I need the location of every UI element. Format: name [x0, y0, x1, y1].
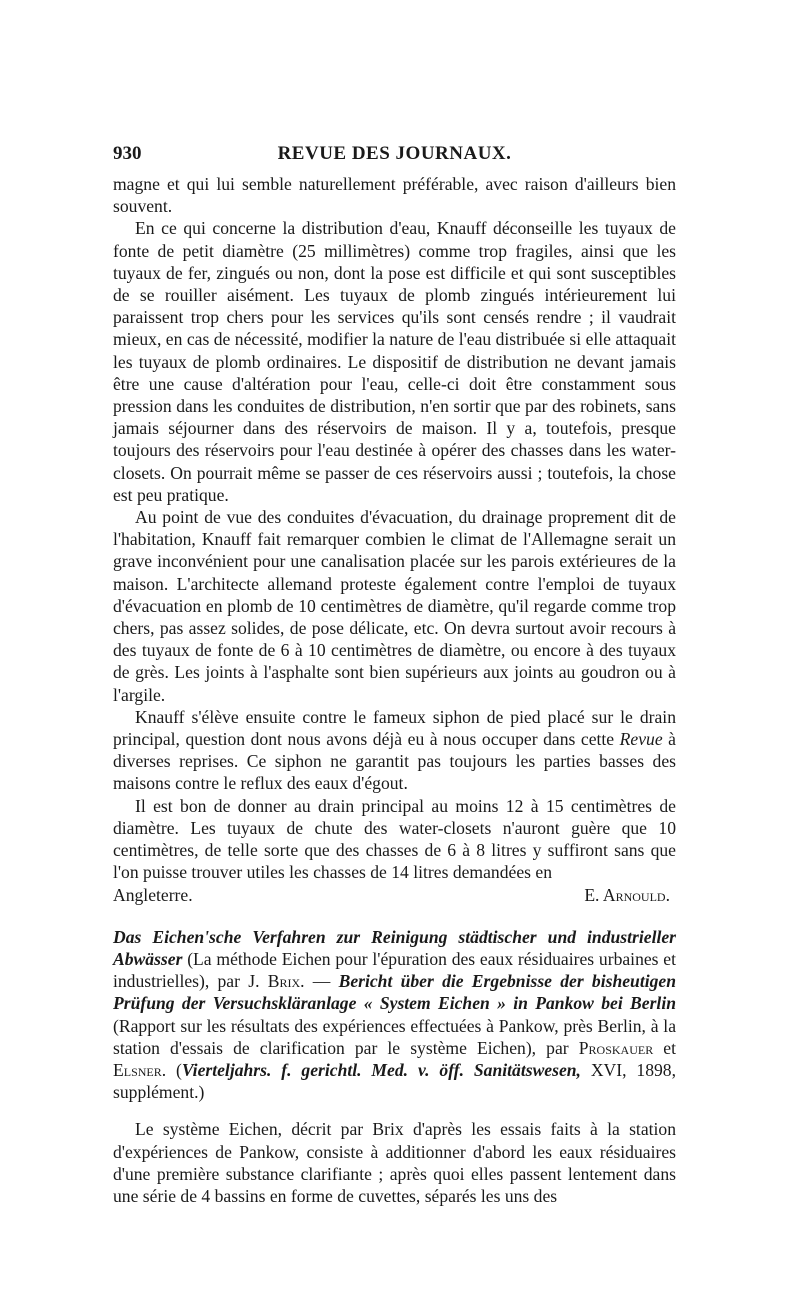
article2-journal-open: . (	[161, 1059, 182, 1080]
article2-author-brix: J. Brix	[248, 971, 301, 992]
article1-p4-text-a: Knauff s'élève ensuite contre le fameux siphon de pied placé sur le drain principal, question dont nous avons déjà eu à nous occuper dans cette	[113, 706, 676, 750]
article2-author-elsner: Elsner	[113, 1059, 162, 1080]
article1-p4-text-b: à diverses reprises. Ce siphon ne garantit pas toujours les parties basses des maisons contre le reflux des eaux d'égout.	[113, 729, 676, 794]
article2-author-proskauer: Proskauer	[578, 1037, 654, 1058]
article1-paragraph-4	[113, 706, 676, 795]
article1-paragraph-2: En ce qui concerne la distribution d'eau, Knauff déconseille les tuyaux de fonte de petit diamètre (25 millimètres) comme trop fragiles, ainsi que les tuyaux de fer, zingués ou non, dont la pose est difficile et qui sont susceptibles de se rouiller aisément. Les tuyaux de plomb zingués intérieurement lui paraissent trop chers pour les services qu'ils sont censés rendre ; il vaudrait mieux, en cas de nécessité, modifier la nature de l'eau distribuée si elle attaquait les tuyaux de plomb ordinaires. Le dispositif de distribution ne devant jamais être une cause d'altération pour l'eau, celle-ci doit être constamment sous pression dans les conduites de distribution, n'en sortir que par des robinets, sans jamais séjourner dans des réservoirs de maison. Il y a, toutefois, presque toujours des réservoirs pour l'eau destinée à opérer des chasses dans les water-closets. On pourrait même se passer de ces réservoirs aussi ; toutefois, la chose est peu pratique.	[113, 218, 676, 505]
article2-dash: . —	[300, 971, 339, 992]
article1-paragraph-5: Il est bon de donner au drain principal au moins 12 à 15 centimètres de diamètre. Les tuyaux de chute des water-closets n'auront guère que 10 centimètres, de telle sorte que des chasses de 6 à 8 litres y suffiront sans que l'on puisse trouver utiles les chasses de 14 litres demandées en	[113, 795, 676, 883]
running-title: REVUE DES JOURNAUX.	[277, 143, 512, 164]
page-header	[113, 143, 676, 167]
article1-paragraph-3: Au point de vue des conduites d'évacuation, du drainage proprement dit de l'habitation, Knauff fait remarquer combien le climat de l'Allemagne serait un grave inconvénient pour une canalisation placée sur les parois extérieures de la maison. L'architecte allemand proteste également contre l'emploi de tuyaux d'évacuation en plomb de 10 centimètres de diamètre, qu'il regarde comme trop chers, pas assez solides, de pose délicate, etc. On devra surtout avoir recours à des tuyaux de fonte de 6 à 10 centimètres de diamètre, ou encore à des tuyaux de grès. Les joints à l'asphalte sont bien supérieurs aux joints au goudron ou à l'argile.	[113, 507, 676, 705]
article2-title-french: (La méthode Eichen pour l'épuration des eaux résiduaires urbaines et industrielles), par	[113, 948, 676, 992]
article2-reference	[113, 926, 676, 1104]
article2-journal-name: Vierteljahrs. f. gerichtl. Med. v. öff. Sanitätswesen,	[181, 1059, 581, 1080]
section-gap-2	[113, 1103, 676, 1118]
article2-bericht-german: Bericht über die Ergebnisse der bisheutigen Prüfung der Versuchskläranlage « System Eichen » in Pankow bei Berlin	[113, 971, 676, 1014]
article1-paragraph-1: magne et qui lui semble naturellement préférable, avec raison d'ailleurs bien souvent.	[113, 174, 676, 217]
page-number: 930	[113, 143, 142, 164]
signature-line	[113, 884, 676, 906]
article2-paragraph-1: Le système Eichen, décrit par Brix d'après les essais faits à la station d'expériences de Pankow, consiste à additionner d'abord les eaux résiduaires d'une première substance clarifiante ; après quoi elles passent lentement dans une série de 4 bassins en forme de cuvettes, séparés les uns des	[113, 1119, 676, 1206]
article2-bericht-french: (Rapport sur les résultats des expériences effectuées à Pankow, près Berlin, à la station d'essais de clarification par le système Eichen), par	[113, 1015, 676, 1058]
section-gap	[113, 906, 676, 926]
article1-paragraph-5-end: Angleterre.	[113, 884, 193, 905]
article2-journal-ref: XVI, 1898, supplément.)	[113, 1059, 676, 1103]
revue-title: Revue	[619, 729, 663, 750]
article2-title-german: Das Eichen'sche Verfahren zur Reinigung städtischer und industrieller Abwässer	[113, 926, 676, 969]
author-signature: E. Arnould.	[584, 884, 670, 905]
page-body	[113, 173, 676, 1207]
article2-and: et	[653, 1037, 676, 1058]
